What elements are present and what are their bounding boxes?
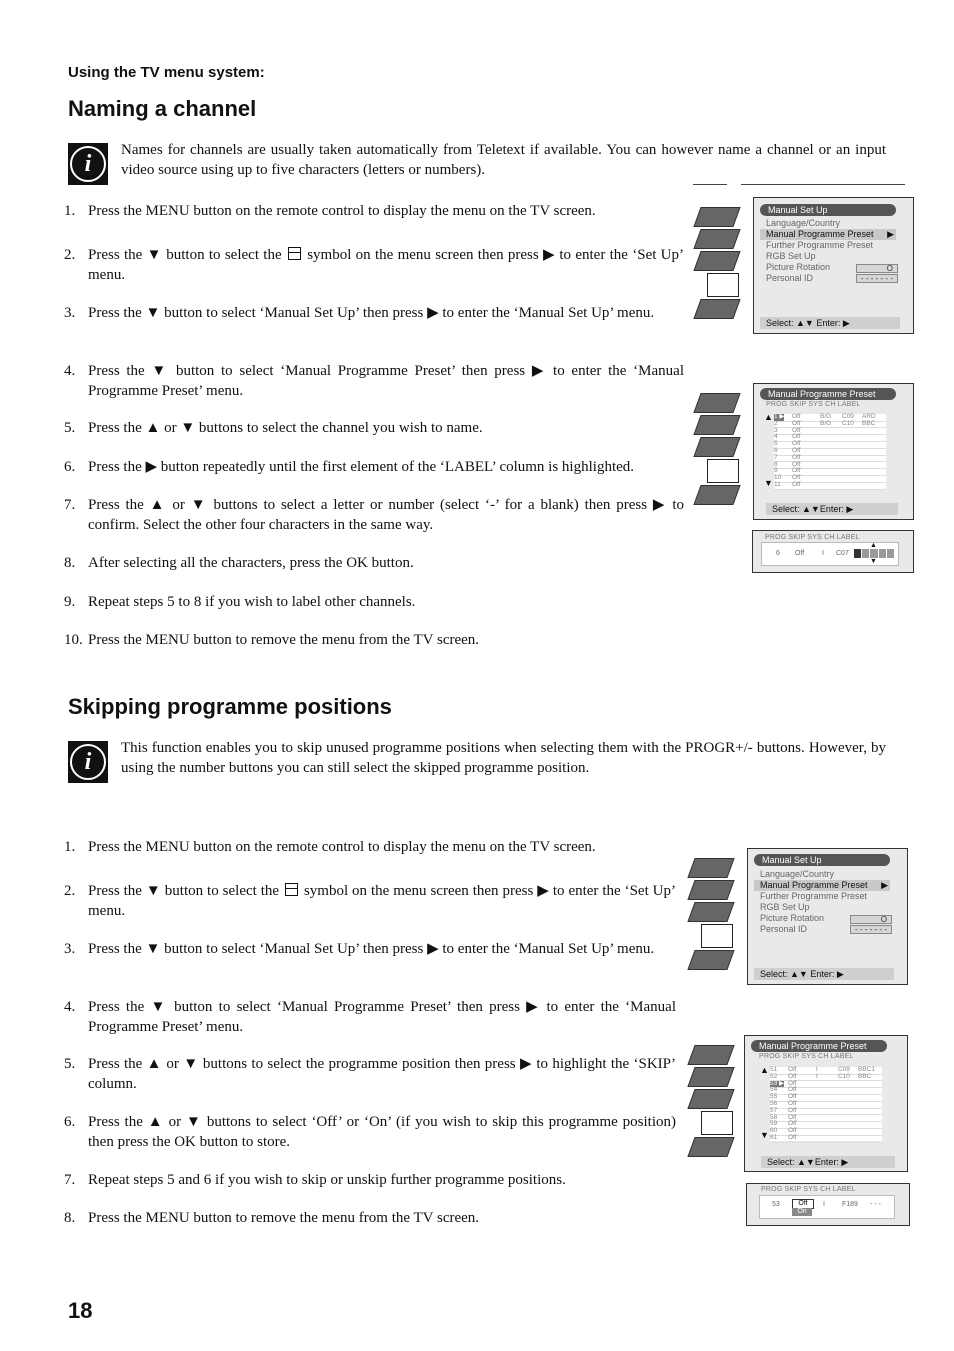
cell-skip: Off <box>788 1113 797 1121</box>
setup-symbol-icon <box>288 247 301 260</box>
cell-skip: Off <box>792 440 801 448</box>
page-number: 18 <box>68 1298 93 1323</box>
column-headers: PROG SKIP SYS CH LABEL <box>761 1186 856 1193</box>
cell-skip: Off <box>788 1127 797 1135</box>
cell-skip: Off <box>788 1134 797 1141</box>
naming-step-7: 7. Press the ▲ or ▼ buttons to select a letter or number (select ‘-’ for a blank) then press ▶ to confirm. Select the other four characters in the same way. <box>64 497 684 533</box>
features-tab-icon <box>687 902 734 922</box>
info-icon: i <box>68 741 108 783</box>
cell-skip: Off <box>788 1100 797 1107</box>
tv-menu-preset-2 <box>691 1035 908 1172</box>
menu-footer: Select: ▲▼Enter: ▶ <box>761 1156 895 1168</box>
cell-prog: 61 <box>770 1134 778 1141</box>
menu-item-selected: Manual Programme Preset ▶ <box>754 880 890 891</box>
cell-ch: C09 <box>842 413 854 420</box>
cell-prog: 59 <box>770 1120 778 1128</box>
skipping-step-5: 5. Press the ▲ or ▼ buttons to select the programme position then press ▶ to highlight the ‘SKIP’ column. <box>64 1056 676 1092</box>
naming-intro: Names for channels are usually taken automatically from Teletext if available. You can however name a channel or an input video source using up to five characters (letters or numbers). <box>121 142 886 178</box>
picture-tab-icon <box>693 207 740 227</box>
sound-tab-icon <box>687 880 734 900</box>
naming-step-9: 9. Repeat steps 5 to 8 if you wish to label other channels. <box>64 594 416 610</box>
divider <box>693 184 727 185</box>
menu-panel <box>753 197 914 334</box>
label-cells <box>854 549 894 558</box>
cell-prog: 2 <box>774 419 778 427</box>
menu-item: Personal ID <box>760 924 808 934</box>
skipping-step-6: 6. Press the ▲ or ▼ buttons to select ‘Off’ or ‘On’ (if you wish to skip this programme position) then press the OK button to store. <box>64 1114 676 1150</box>
scroll-down-icon: ▼ <box>760 1130 769 1140</box>
menu-footer: Select: ▲▼ Enter: ▶ <box>760 317 900 329</box>
naming-step-8: 8. After selecting all the characters, press the OK button. <box>64 555 414 571</box>
id-value: - - - - - - - <box>856 274 898 283</box>
setup-tab-icon <box>707 459 739 483</box>
cell-skip: Off <box>792 467 801 475</box>
menu-footer: Select: ▲▼ Enter: ▶ <box>754 968 894 980</box>
column-headers: PROG SKIP SYS CH LABEL <box>759 1053 854 1060</box>
cell-prog: 58 <box>770 1113 778 1121</box>
cell-prog: 57 <box>770 1106 778 1114</box>
naming-step-5: 5. Press the ▲ or ▼ buttons to select the channel you wish to name. <box>64 420 483 436</box>
cell-skip: Off <box>788 1093 797 1101</box>
column-headers: PROG SKIP SYS CH LABEL <box>766 401 861 408</box>
skipping-intro: This function enables you to skip unused programme positions when selecting them with the PROGR+/- buttons. However, by using the number buttons you can still select the skipped programme position. <box>121 740 886 776</box>
column-headers: PROG SKIP SYS CH LABEL <box>765 534 860 541</box>
cell-skip: Off <box>788 1072 797 1080</box>
sys-value: I <box>823 1201 825 1208</box>
naming-step-10: 10. Press the MENU button to remove the menu from the TV screen. <box>64 632 480 648</box>
skipping-title: Skipping programme positions <box>68 694 392 719</box>
cell-label: BBC <box>862 419 876 427</box>
cell-ch: C09 <box>838 1066 850 1073</box>
id-value: - - - - - - - <box>850 925 892 934</box>
scroll-down-icon: ▼ <box>764 478 773 488</box>
down-icon: ▼ <box>870 558 877 565</box>
cell-prog: 9 <box>774 467 778 475</box>
preset-rows <box>774 414 886 490</box>
menu-title: Manual Programme Preset <box>760 388 896 400</box>
tv-menu-preset-1 <box>697 383 914 520</box>
menu-tabs <box>697 197 745 334</box>
cell-skip: Off <box>788 1120 797 1128</box>
sound-tab-icon <box>693 229 740 249</box>
menu-item-selected: Manual Programme Preset ▶ <box>760 229 896 240</box>
table-row <box>770 1135 882 1143</box>
skipping-step-4: 4. Press the ▼ button to select ‘Manual Programme Preset’ then press ▶ to enter the ‘Manual Programme Preset’ menu. <box>64 999 676 1035</box>
teletext-tab-icon <box>687 950 734 970</box>
naming-step-1: 1. Press the MENU button on the remote control to display the menu on the TV screen. <box>64 203 596 219</box>
cell-prog: 4 <box>774 433 778 441</box>
skip-strip <box>746 1183 910 1226</box>
menu-item: Personal ID <box>766 273 814 283</box>
info-icon: i <box>68 143 108 185</box>
prog-value: 6 <box>776 550 780 557</box>
cell-skip: Off <box>792 419 801 427</box>
cell-prog: 60 <box>770 1127 778 1135</box>
setup-symbol-icon <box>285 883 298 896</box>
cell-prog: 1 ▶ <box>774 413 785 420</box>
menu-tabs <box>691 848 739 985</box>
strip-row <box>759 1195 895 1219</box>
skip-value: Off <box>795 550 805 557</box>
cell-skip: Off <box>788 1106 797 1114</box>
cell-skip: Off <box>788 1086 797 1094</box>
cell-skip: Off <box>792 413 801 420</box>
up-icon: ▲ <box>870 542 877 549</box>
cell-prog: 55 <box>770 1093 778 1101</box>
cell-sys: I <box>816 1066 818 1073</box>
cell-skip: Off <box>792 453 801 461</box>
cell-prog: 7 <box>774 453 778 461</box>
features-tab-icon <box>693 251 740 271</box>
cell-label: BBC1 <box>858 1066 875 1073</box>
skipping-step-7: 7. Repeat steps 5 and 6 if you wish to skip or unskip further programme positions. <box>64 1172 566 1188</box>
features-tab-icon <box>687 1089 734 1109</box>
ch-value: F189 <box>842 1201 858 1208</box>
cell-skip: Off <box>788 1066 797 1073</box>
ch-value: C07 <box>836 550 849 557</box>
cell-prog: 5 <box>774 440 778 448</box>
label-value: - - - <box>870 1201 881 1208</box>
cell-skip: Off <box>792 481 801 488</box>
picture-tab-icon <box>687 858 734 878</box>
setup-tab-icon <box>707 273 739 297</box>
menu-tabs <box>691 1035 739 1172</box>
naming-step-3: 3. Press the ▼ button to select ‘Manual Set Up’ then press ▶ to enter the ‘Manual Set Up’ menu. <box>64 305 655 321</box>
features-tab-icon <box>693 437 740 457</box>
divider <box>741 184 905 185</box>
sound-tab-icon <box>687 1067 734 1087</box>
cell-prog: 6 <box>774 447 778 454</box>
menu-item: Further Programme Preset <box>760 891 868 901</box>
teletext-tab-icon <box>693 299 740 319</box>
skip-value: Off <box>792 1199 814 1209</box>
cell-ch: C10 <box>842 419 854 427</box>
cell-prog: 8 <box>774 460 778 468</box>
rotation-value: O <box>850 915 892 924</box>
cell-sys: I <box>816 1072 818 1080</box>
cell-skip: Off <box>792 433 801 441</box>
cell-prog: 10 <box>774 474 782 482</box>
cell-ch: C10 <box>838 1072 850 1080</box>
scroll-up-icon: ▲ <box>760 1065 769 1075</box>
picture-tab-icon <box>693 393 740 413</box>
cell-label: BBC <box>858 1072 872 1080</box>
cell-sys: B/G <box>820 413 832 420</box>
naming-step-2: 2. Press the ▼ button to select the symbol on the menu screen then press ▶ to enter the ‘Set Up’ menu. <box>64 247 685 283</box>
cell-prog: 54 <box>770 1086 778 1094</box>
teletext-tab-icon <box>693 485 740 505</box>
skipping-step-3: 3. Press the ▼ button to select ‘Manual Set Up’ then press ▶ to enter the ‘Manual Set Up’ menu. <box>64 941 655 957</box>
menu-panel <box>747 848 908 985</box>
cell-label: ARD <box>862 413 876 420</box>
sys-value: I <box>822 550 824 557</box>
prog-value: 53 <box>772 1201 780 1208</box>
menu-item: Language/Country <box>760 869 835 879</box>
cell-skip: Off <box>788 1079 797 1087</box>
menu-items <box>760 218 900 310</box>
menu-item: Picture Rotation <box>760 913 825 923</box>
setup-tab-icon <box>701 924 733 948</box>
menu-items <box>754 869 894 961</box>
tv-menu-setup-2 <box>691 848 908 985</box>
cell-sys: B/G <box>820 419 832 427</box>
label-strip <box>752 530 914 573</box>
cell-skip: Off <box>792 426 801 434</box>
skipping-step-1: 1. Press the MENU button on the remote control to display the menu on the TV screen. <box>64 839 596 855</box>
menu-footer: Select: ▲▼Enter: ▶ <box>766 503 898 515</box>
setup-tab-icon <box>701 1111 733 1135</box>
cell-prog: 11 <box>774 481 781 488</box>
menu-item: RGB Set Up <box>760 902 810 912</box>
naming-title: Naming a channel <box>68 96 257 121</box>
menu-item: Further Programme Preset <box>766 240 874 250</box>
menu-panel <box>753 383 914 520</box>
cell-skip: Off <box>792 447 801 454</box>
menu-title: Manual Set Up <box>760 204 896 216</box>
preset-rows <box>770 1067 882 1141</box>
rotation-value: O <box>856 264 898 273</box>
menu-panel <box>744 1035 908 1172</box>
table-row <box>774 482 886 490</box>
naming-step-4: 4. Press the ▼ button to select ‘Manual Programme Preset’ then press ▶ to enter the ‘Manual Programme Preset’ menu. <box>64 363 684 399</box>
menu-tabs <box>697 383 745 520</box>
menu-item: RGB Set Up <box>766 251 816 261</box>
scroll-up-icon: ▲ <box>764 412 773 422</box>
menu-item: Language/Country <box>766 218 841 228</box>
skipping-step-2: 2. Press the ▼ button to select the symbol on the menu screen then press ▶ to enter the ‘Set Up’ menu. <box>64 883 677 919</box>
cell-skip: Off <box>792 460 801 468</box>
naming-step-6: 6. Press the ▶ button repeatedly until the first element of the ‘LABEL’ column is highlighted. <box>64 459 635 475</box>
cell-prog: 51 <box>770 1066 778 1073</box>
menu-item: Picture Rotation <box>766 262 831 272</box>
sound-tab-icon <box>693 415 740 435</box>
tv-menu-setup-1 <box>697 197 914 334</box>
cell-skip: Off <box>792 474 801 482</box>
skip-option-on: On <box>792 1208 812 1216</box>
cell-prog: 52 <box>770 1072 778 1080</box>
cell-prog: 56 <box>770 1100 778 1107</box>
section-header: Using the TV menu system: <box>68 64 265 81</box>
menu-title: Manual Programme Preset <box>751 1040 887 1052</box>
menu-title: Manual Set Up <box>754 854 890 866</box>
cell-prog: 53 ▶ <box>770 1079 785 1087</box>
skipping-step-8: 8. Press the MENU button to remove the menu from the TV screen. <box>64 1210 480 1226</box>
strip-row <box>761 542 899 566</box>
cell-prog: 3 <box>774 426 778 434</box>
teletext-tab-icon <box>687 1137 734 1157</box>
picture-tab-icon <box>687 1045 734 1065</box>
